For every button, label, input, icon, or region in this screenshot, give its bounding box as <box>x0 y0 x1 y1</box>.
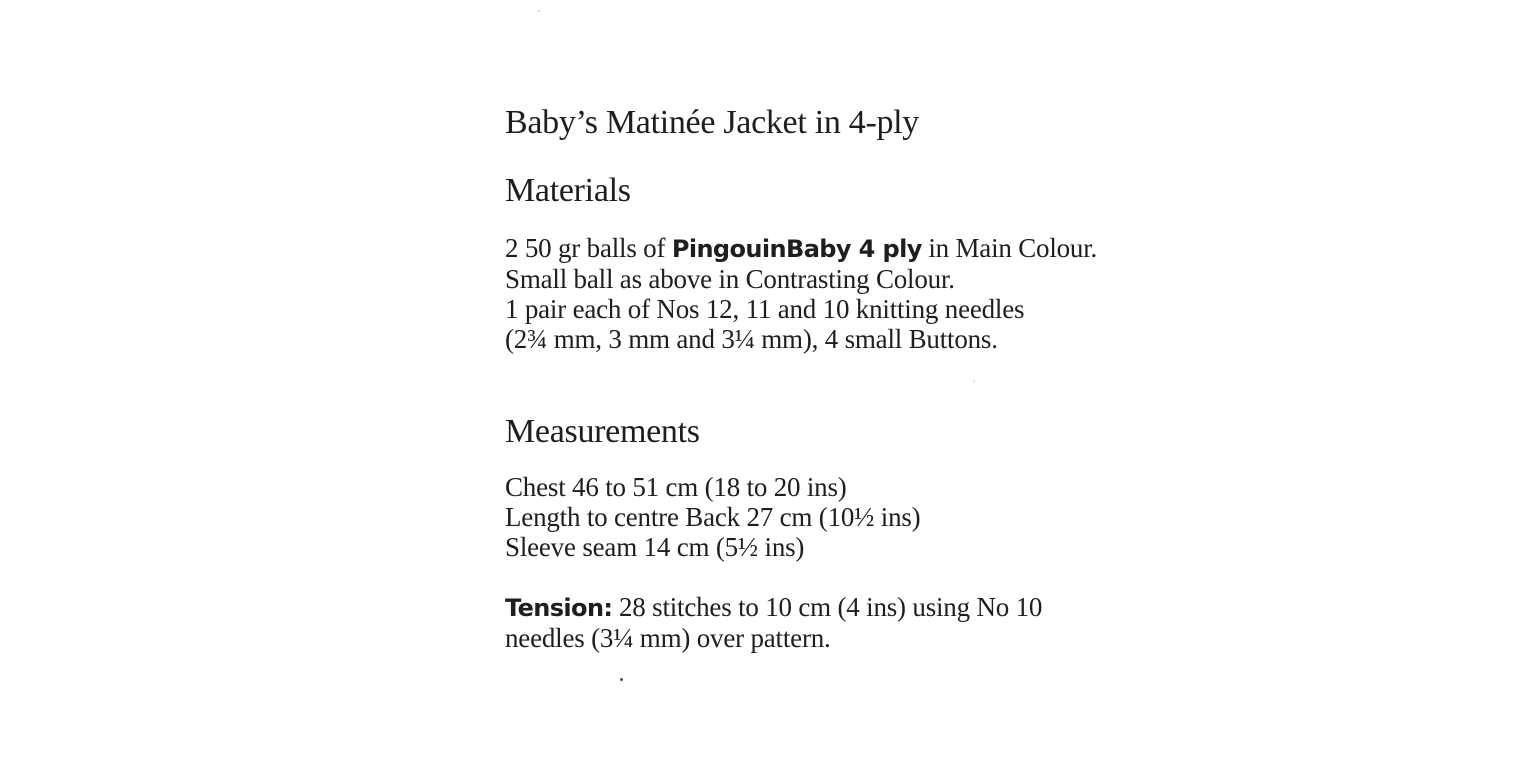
materials-list <box>505 233 1225 354</box>
measurements-list <box>505 472 1225 562</box>
materials-line-yarn-post: in Main Colour. <box>921 233 1098 263</box>
pattern-page <box>505 101 1225 653</box>
materials-line-sizes: (2¾ mm, 3 mm and 3¼ mm), 4 small Buttons. <box>505 324 998 354</box>
scan-speck <box>973 380 975 382</box>
tension-line-2: needles (3¼ mm) over pattern. <box>505 623 831 653</box>
tension-paragraph <box>505 592 1225 653</box>
materials-line-needles: 1 pair each of Nos 12, 11 and 10 knitting needles <box>505 294 1025 324</box>
measurements-heading: Measurements <box>505 413 700 450</box>
measurement-length: Length to centre Back 27 cm (10½ ins) <box>505 502 921 532</box>
measurement-chest: Chest 46 to 51 cm (18 to 20 ins) <box>505 472 847 502</box>
scan-speck <box>620 678 623 681</box>
tension-label: Tension: <box>505 594 613 622</box>
pattern-title: Baby’s Matinée Jacket in 4-ply <box>505 104 920 141</box>
materials-line-yarn-pre: 2 50 gr balls of <box>505 233 672 263</box>
measurement-sleeve: Sleeve seam 14 cm (5½ ins) <box>505 532 805 562</box>
scan-speck <box>538 10 540 12</box>
materials-heading: Materials <box>505 172 631 209</box>
materials-line-contrast: Small ball as above in Contrasting Colour. <box>505 264 955 294</box>
yarn-brand: PingouinBaby 4 ply <box>671 235 922 263</box>
tension-text-1: 28 stitches to 10 cm (4 ins) using No 10 <box>612 592 1043 622</box>
tension-line-1 <box>505 592 1225 623</box>
materials-line-yarn <box>505 233 1225 264</box>
